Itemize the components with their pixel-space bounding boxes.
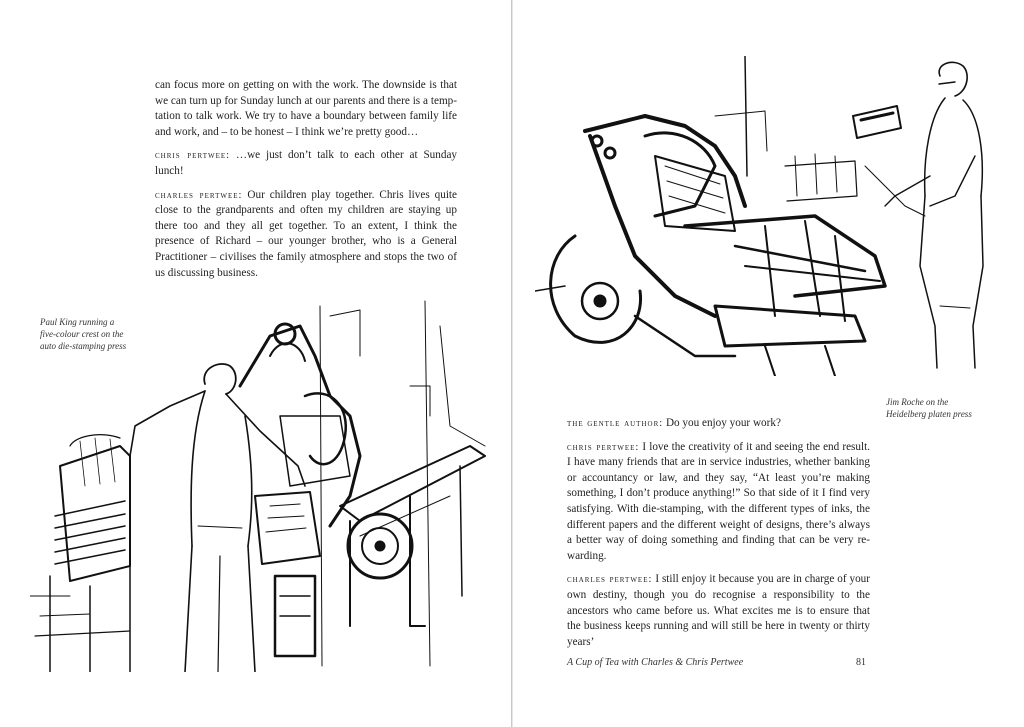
- left-page: [0, 0, 511, 727]
- heidelberg-platen-press-illustration: [535, 56, 1005, 376]
- die-stamping-press-illustration: [30, 296, 490, 672]
- speaker-label: chris pertwee:: [155, 150, 231, 162]
- right-paragraph-1: the gentle author: Do you enjoy your work?: [567, 417, 781, 429]
- left-paragraph-1: can focus more on getting on with the work. The downside is that we can turn up for Sunday lunch at our parents and there is a temp-tation to talk work. We try to have a boundary between family life and work, and – to be honest – I think we’re pretty good…: [155, 79, 457, 138]
- right-illustration-caption: Jim Roche on the Heidelberg platen press: [886, 397, 972, 419]
- left-text-block: [155, 78, 457, 289]
- speaker-label: the gentle author:: [567, 418, 664, 429]
- page-number: 81: [856, 657, 866, 668]
- left-paragraph-2: chris pertwee: …we just don’t talk to each other at Sunday lunch!: [155, 149, 458, 177]
- right-page: [513, 0, 1024, 727]
- left-paragraph-3: charles pertwee: Our children play together. Chris lives quite close to the grandparents and often my children are staying up there too and they all get together. To an extent, I think the presence of Richard – our younger brother, who is a General Practitioner – civilises the family atmosphere and stops the two of us discussing business.: [155, 188, 458, 279]
- right-text-block: [567, 416, 870, 658]
- right-paragraph-3: charles pertwee: I still enjoy it because you are in charge of your own destiny, though you do recognise a responsibility to the ancestors who came before us. What excites me is to ensure that the business keeps running and will still be here in twenty or thirty years’: [567, 573, 870, 648]
- speaker-label: charles pertwee:: [155, 189, 243, 201]
- left-illustration-caption: Paul King running a five-colour crest on the auto die-stamping press: [40, 317, 127, 351]
- speaker-label: chris pertwee:: [567, 441, 640, 453]
- running-head: A Cup of Tea with Charles & Chris Pertwee: [567, 657, 744, 668]
- right-paragraph-2: chris pertwee: I love the creativity of it and seeing the end result. I have many friends that are in service industries, whether banking or accountancy or law, and they say, “At least you’re making something, I don’t produce anything!” So that side of it I find very satisfying. With die-stamping, with the different types of inks, the different papers and the different weight of designs, there’s always a better way of doing something and finding that can be very re-warding.: [567, 440, 870, 562]
- speaker-label: charles pertwee:: [567, 574, 653, 586]
